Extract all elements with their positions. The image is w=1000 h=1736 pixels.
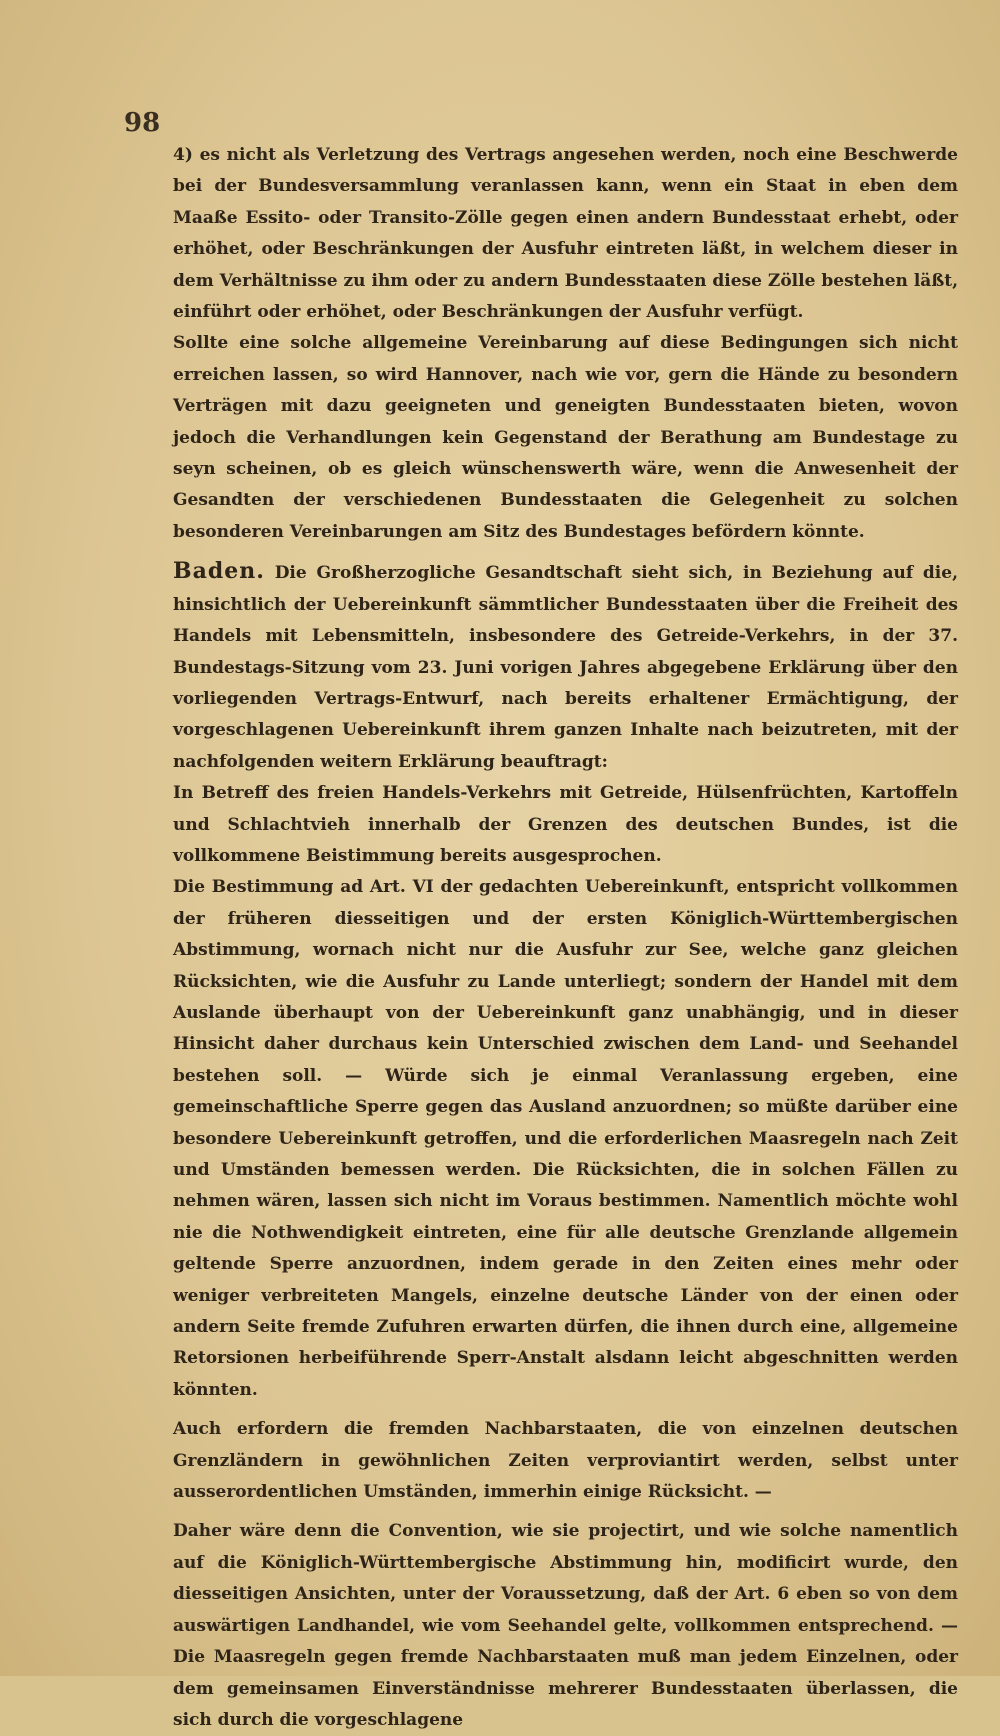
paragraph-4-text: In Betreff des freien Handels-Verkehrs mit Getreide, Hülsenfrüchten, Kartoffeln und Schlachtvieh innerhalb der Grenzen des deutschen Bundes, ist die vollkommene Beistimmung bereits ausgesprochen. (173, 783, 958, 866)
paragraph-7 (173, 1516, 958, 1736)
paragraph-1 (173, 140, 958, 328)
paragraph-4 (173, 778, 958, 872)
paragraph-1-text: 4) es nicht als Verletzung des Vertrags angesehen werden, noch eine Beschwerde bei der Bundesversammlung veranlassen kann, wenn ein Staat in eben dem Maaße Essito- oder Transito-Zölle gegen einen andern Bundesstaat erhebt, oder erhöhet, oder Beschränkungen der Ausfuhr eintreten läßt, in welchem dieser in dem Verhältnisse zu ihm oder zu andern Bundesstaaten diese Zölle bestehen läßt, einführt oder erhöhet, oder Beschränkungen der Ausfuhr verfügt. (173, 145, 958, 323)
paragraph-6-text: Auch erfordern die fremden Nachbarstaaten, die von einzelnen deutschen Grenzländern in gewöhnlichen Zeiten verproviantirt werden, selbst unter ausserordentlichen Umständen, immerhin einige Rücksicht. — (173, 1419, 958, 1503)
paragraph-5 (173, 872, 958, 1406)
paragraph-7-text: Daher wäre denn die Convention, wie sie projectirt, und wie solche namentlich auf die Königlich-Württembergische Abstimmung hin, modificirt wurde, den diesseitigen Ansichten, unter der Voraussetzung, daß der Art. 6 eben so von dem auswärtigen Landhandel, wie vom Seehandel gelte, vollkommen entsprechend. — Die Maasregeln gegen fremde Nachbarstaaten muß man jedem Einzelnen, oder dem gemeinsamen Einverständnisse mehrerer Bundesstaaten überlassen, die sich durch die vorgeschlagene (173, 1521, 958, 1730)
paragraph-2-text: Sollte eine solche allgemeine Vereinbarung auf diese Bedingungen sich nicht erreichen lassen, so wird Hannover, nach wie vor, gern die Hände zu besondern Verträgen mit dazu geeigneten und geneigten Bundesstaaten bieten, wovon jedoch die Verhandlungen kein Gegenstand der Berathung am Bundestage zu seyn scheinen, ob es gleich wünschenswerth wäre, wenn die Anwesenheit der Gesandten der verschiedenen Bundesstaaten die Gelegenheit zu solchen besonderen Vereinbarungen am Sitz des Bundestages befördern könnte. (173, 333, 958, 542)
paragraph-3-text: Die Großherzogliche Gesandtschaft sieht sich, in Beziehung auf die, hinsichtlich der Uebereinkunft sämmtlicher Bundesstaaten über die Freiheit des Handels mit Lebensmitteln, insbesondere des Getreide-Verkehrs, in der 37. Bundestags-Sitzung vom 23. Juni vorigen Jahres abgegebene Erklärung über den vorliegenden Vertrags-Entwurf, nach bereits erhaltener Ermächtigung, der vorgeschlagenen Uebereinkunft ihrem ganzen Inhalte nach beizutreten, mit der nachfolgenden weitern Erklärung beauftragt: (173, 563, 958, 772)
paragraph-3 (173, 556, 958, 778)
page-number: 98 (124, 108, 161, 138)
state-heading-baden: Baden. (173, 558, 265, 585)
paragraph-2 (173, 328, 958, 548)
paragraph-6 (173, 1414, 958, 1508)
paragraph-5-text: Die Bestimmung ad Art. VI der gedachten Uebereinkunft, entspricht vollkommen der früheren diesseitigen und der ersten Königlich-Württembergischen Abstimmung, wornach nicht nur die Ausfuhr zur See, welche ganz gleichen Rücksichten, wie die Ausfuhr zu Lande unterliegt; sondern der Handel mit dem Auslande überhaupt von der Uebereinkunft ganz unabhängig, und in dieser Hinsicht daher durchaus kein Unterschied zwischen dem Land- und Seehandel bestehen soll. — Würde sich je einmal Veranlassung ergeben, eine gemeinschaftliche Sperre gegen das Ausland anzuordnen; so müßte darüber eine besondere Uebereinkunft getroffen, und die erforderlichen Maasregeln nach Zeit und Umständen bemessen werden. Die Rücksichten, die in solchen Fällen zu nehmen wären, lassen sich nicht im Voraus bestimmen. Namentlich möchte wohl nie die Nothwendigkeit eintreten, eine für alle deutsche Grenzlande allgemein geltende Sperre anzuordnen, indem gerade in den Zeiten eines mehr oder weniger verbreiteten Mangels, einzelne deutsche Länder von der einen oder andern Seite fremde Zufuhren erwarten dürfen, die ihnen durch eine, allgemeine Retorsionen herbeiführende Sperr-Anstalt alsdann leicht abgeschnitten werden könnten. (173, 877, 958, 1400)
body-text (173, 140, 958, 1736)
